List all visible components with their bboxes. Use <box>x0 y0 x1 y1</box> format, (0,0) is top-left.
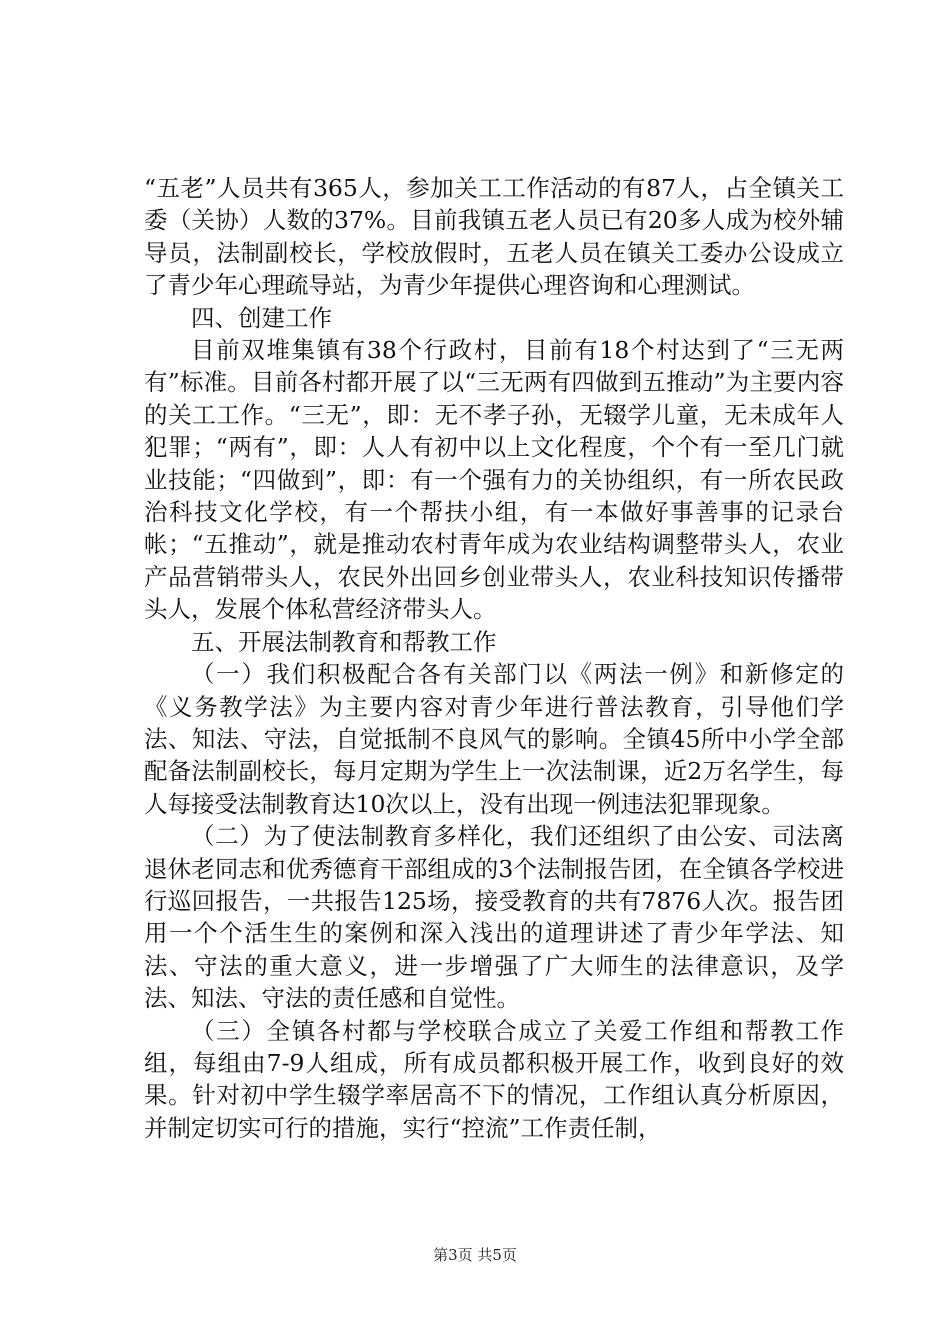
paragraph-legal-item-1: （一）我们积极配合各有关部门以《两法一例》和新修定的《义务教学法》为主要内容对青少年进行普法教育，引导他们学法、知法、守法，自觉抵制不良风气的影响。全镇45所中小学全部配备法制副校长，每月定期为学生上一次法制课，近2万名学生，每人每接受法制教育达10次以上，没有出现一例违法犯罪现象。 <box>144 660 844 818</box>
paragraph-legal-item-2: （二）为了使法制教育多样化，我们还组织了由公安、司法离退休老同志和优秀德育干部组成的3个法制报告团，在全镇各学校进行巡回报告，一共报告125场，接受教育的共有7876人次。报告团用一个个活生生的案例和深入浅出的道理讲述了青少年学法、知法、守法的重大意义，进一步增强了广大师生的法律意识，及学法、知法、守法的责任感和自觉性。 <box>144 822 844 1013</box>
paragraph-continuation: “五老”人员共有365人，参加关工工作活动的有87人，占全镇关工委（关协）人数的37%。目前我镇五老人员已有20多人成为校外辅导员，法制副校长，学校放假时，五老人员在镇关工委办公设成立了青少年心理疏导站，为青少年提供心理咨询和心理测试。 <box>144 174 844 300</box>
document-body <box>144 172 844 1144</box>
paragraph-creation-body: 目前双堆集镇有38个行政村，目前有18个村达到了“三无两有”标准。目前各村都开展了以“三无两有四做到五推动”为主要内容的关工工作。“三无”，即：无不孝子孙，无辍学儿童，无未成年人犯罪；“两有”，即：人人有初中以上文化程度，个个有一至几门就业技能；“四做到”，即：有一个强有力的关协组织，有一所农民政治科技文化学校，有一个帮扶小组，有一本做好事善事的记录台帐；“五推动”，就是推动农村青年成为农业结构调整带头人，农业产品营销带头人，农民外出回乡创业带头人，农业科技知识传播带头人，发展个体私营经济带头人。 <box>144 336 844 624</box>
paragraph-legal-item-3: （三）全镇各村都与学校联合成立了关爱工作组和帮教工作组，每组由7-9人组成，所有成员都积极开展工作，收到良好的效果。针对初中学生辍学率居高不下的情况，工作组认真分析原因，并制定切实可行的措施，实行“控流”工作责任制， <box>144 1016 844 1142</box>
page-number-footer: 第3页 共5页 <box>433 1246 517 1264</box>
section-heading-creation: 四、创建工作 <box>191 303 332 332</box>
section-heading-legal-education: 五、开展法制教育和帮教工作 <box>191 627 497 656</box>
